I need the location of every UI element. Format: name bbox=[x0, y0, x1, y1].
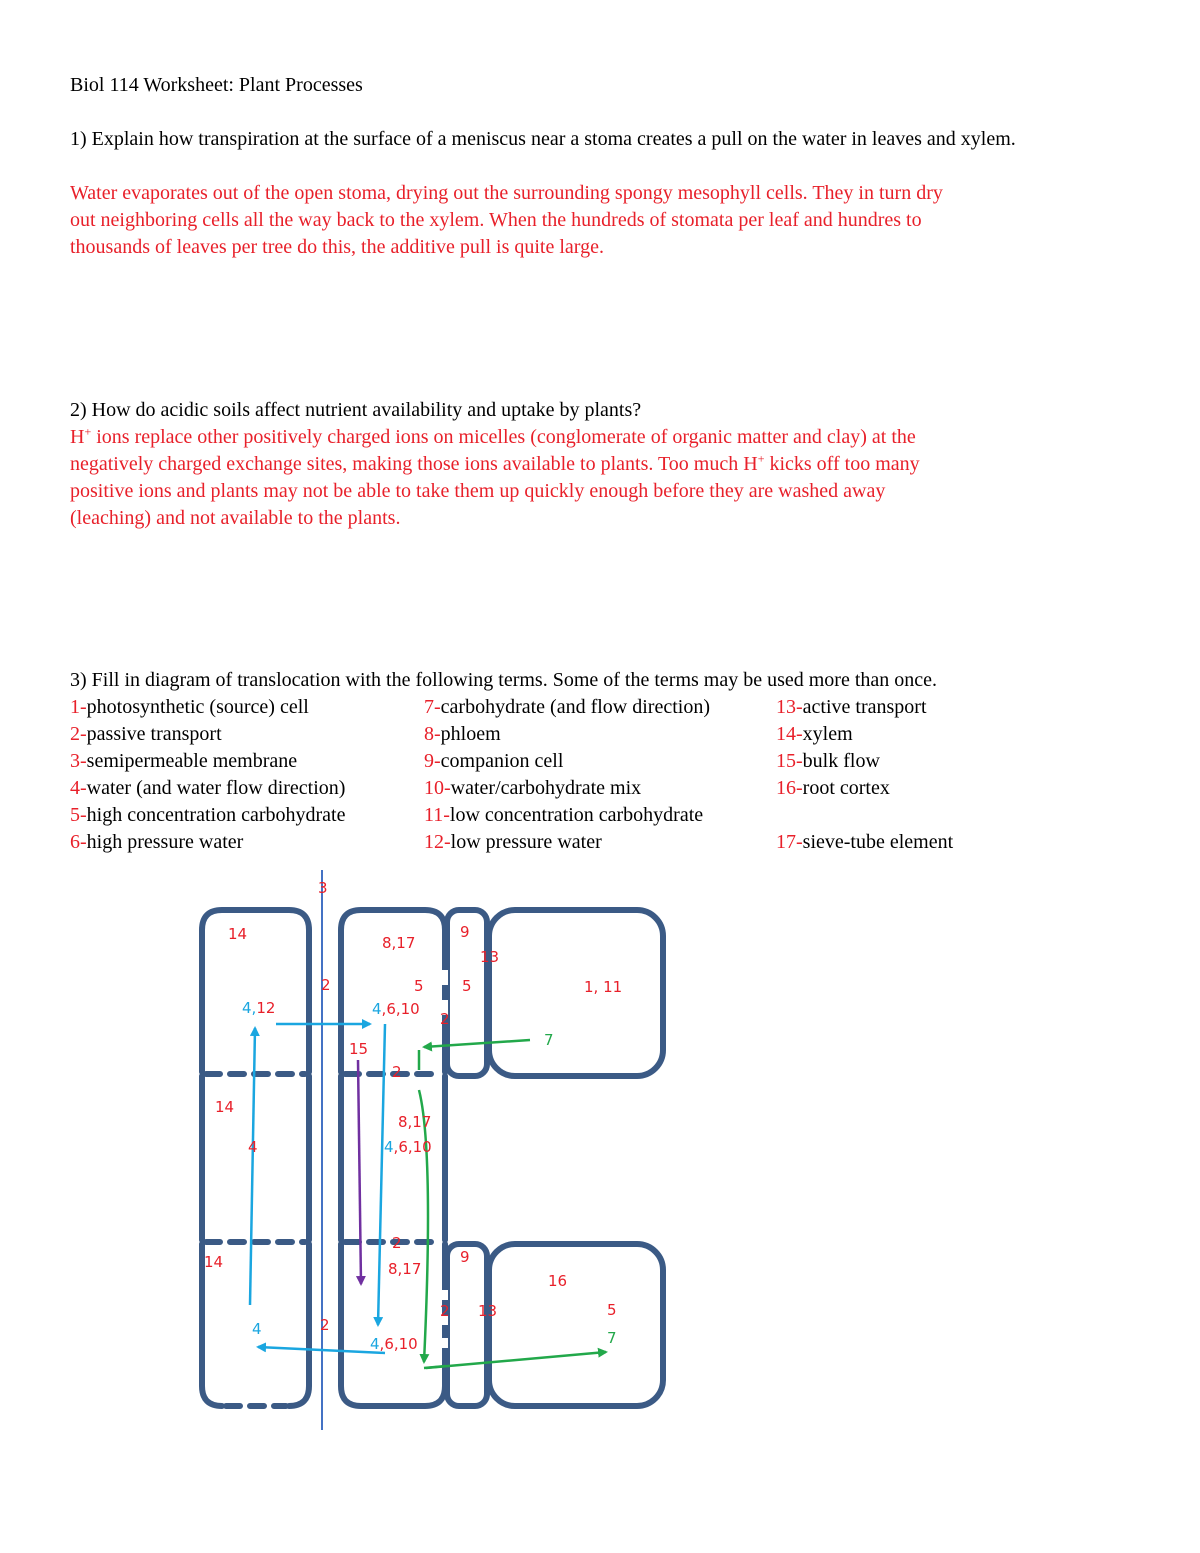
label-companion-top: 9 bbox=[460, 923, 470, 941]
term-item: 3-semipermeable membrane bbox=[70, 750, 298, 772]
label-xylem-bot-water: 4 bbox=[252, 1320, 262, 1338]
root-cortex-cell bbox=[489, 1244, 663, 1406]
term-item: 4-water (and water flow direction) bbox=[70, 777, 346, 799]
carb-arrow-root bbox=[426, 1352, 606, 1368]
label-phloem-bot: 8,17 bbox=[388, 1260, 422, 1278]
term-item: 1-photosynthetic (source) cell bbox=[70, 696, 309, 718]
term-item: 16-root cortex bbox=[776, 777, 890, 799]
label-xylem-top-content: 4,12 bbox=[242, 999, 276, 1017]
label-phloem-bot-content: 4,6,10 bbox=[370, 1335, 418, 1353]
term-item: 11-low concentration carbohydrate bbox=[424, 804, 704, 826]
label-carb-top: 7 bbox=[544, 1031, 554, 1049]
label-passive-comp-top: 2 bbox=[440, 1010, 450, 1028]
answer-2-line: negatively charged exchange sites, making those ions available to plants. Too much H+ kicks off too many bbox=[70, 451, 920, 475]
label-xylem-top: 14 bbox=[228, 925, 248, 943]
label-source-cell: 1, 11 bbox=[584, 978, 623, 996]
answer-2-line: H+ ions replace other positively charged ions on micelles (conglomerate of organic matter and clay) at the bbox=[70, 424, 916, 448]
label-phloem-mid-content: 4,6,10 bbox=[384, 1138, 432, 1156]
term-item: 2-passive transport bbox=[70, 723, 222, 745]
water-arrow-phloem-down bbox=[378, 1024, 385, 1325]
label-phloem-top-conc: 5 bbox=[414, 977, 424, 995]
answer-1-line: thousands of leaves per tree do this, the additive pull is quite large. bbox=[70, 236, 604, 258]
term-item: 12-low pressure water bbox=[424, 831, 602, 853]
label-active-top: 13 bbox=[480, 948, 500, 966]
sieve-cell-mid bbox=[341, 1076, 445, 1240]
label-passive-comp-bot: 2 bbox=[440, 1302, 450, 1320]
label-root-conc: 5 bbox=[607, 1301, 617, 1319]
answer-1-line: Water evaporates out of the open stoma, drying out the surrounding spongy mesophyll cells. They in turn dry bbox=[70, 182, 943, 204]
label-carb-bot: 7 bbox=[607, 1329, 617, 1347]
term-item: 14-xylem bbox=[776, 723, 853, 745]
label-passive-bot: 2 bbox=[320, 1316, 330, 1334]
bulk-flow-arrow bbox=[358, 1060, 361, 1284]
term-item: 8-phloem bbox=[424, 723, 501, 745]
label-root-cortex: 16 bbox=[548, 1272, 568, 1290]
label-xylem-bot: 14 bbox=[204, 1253, 224, 1271]
water-arrow-xylem-up bbox=[250, 1028, 255, 1305]
term-item: 13-active transport bbox=[776, 696, 927, 718]
carb-arrow-down bbox=[419, 1050, 428, 1362]
term-item: 9-companion cell bbox=[424, 750, 564, 772]
label-phloem-mid: 8,17 bbox=[398, 1113, 432, 1131]
label-phloem-top-content: 4,6,10 bbox=[372, 1000, 420, 1018]
xylem-dashed-wall bbox=[206, 1074, 305, 1406]
label-xylem-mid: 14 bbox=[215, 1098, 235, 1116]
question-2: 2) How do acidic soils affect nutrient availability and uptake by plants? bbox=[70, 399, 642, 421]
question-1: 1) Explain how transpiration at the surface of a meniscus near a stoma creates a pull on the water in leaves and xylem. bbox=[70, 128, 1016, 150]
label-passive-top: 2 bbox=[321, 976, 331, 994]
question-3: 3) Fill in diagram of translocation with the following terms. Some of the terms may be used more than once. bbox=[70, 669, 938, 691]
carb-arrow-source bbox=[424, 1040, 530, 1047]
answer-1-line: out neighboring cells all the way back to the xylem. When the hundreds of stomata per leaf and hundres to bbox=[70, 209, 922, 231]
label-passive-sieve-2: 2 bbox=[392, 1234, 402, 1252]
answer-2-line: (leaching) and not available to the plants. bbox=[70, 507, 401, 529]
label-phloem-top: 8,17 bbox=[382, 934, 416, 952]
term-item: 17-sieve-tube element bbox=[776, 831, 954, 853]
worksheet-title: Biol 114 Worksheet: Plant Processes bbox=[70, 74, 363, 96]
label-companion-bot: 9 bbox=[460, 1248, 470, 1266]
term-item: 15-bulk flow bbox=[776, 750, 880, 772]
source-cell bbox=[489, 910, 663, 1076]
term-item: 5-high concentration carbohydrate bbox=[70, 804, 346, 826]
label-xylem-mid-water: 4 bbox=[248, 1138, 258, 1156]
term-item: 10-water/carbohydrate mix bbox=[424, 777, 642, 799]
label-membrane: 3 bbox=[318, 879, 328, 897]
answer-2-line: positive ions and plants may not be able to take them up quickly enough before they are washed away bbox=[70, 480, 886, 502]
label-active-bot: 13 bbox=[478, 1302, 498, 1320]
companion-cell-bot bbox=[447, 1244, 487, 1406]
label-companion-top-conc: 5 bbox=[462, 977, 472, 995]
term-item: 7-carbohydrate (and flow direction) bbox=[424, 696, 710, 718]
label-passive-sieve-1: 2 bbox=[392, 1063, 402, 1081]
term-item: 6-high pressure water bbox=[70, 831, 244, 853]
label-bulk-flow: 15 bbox=[349, 1040, 369, 1058]
